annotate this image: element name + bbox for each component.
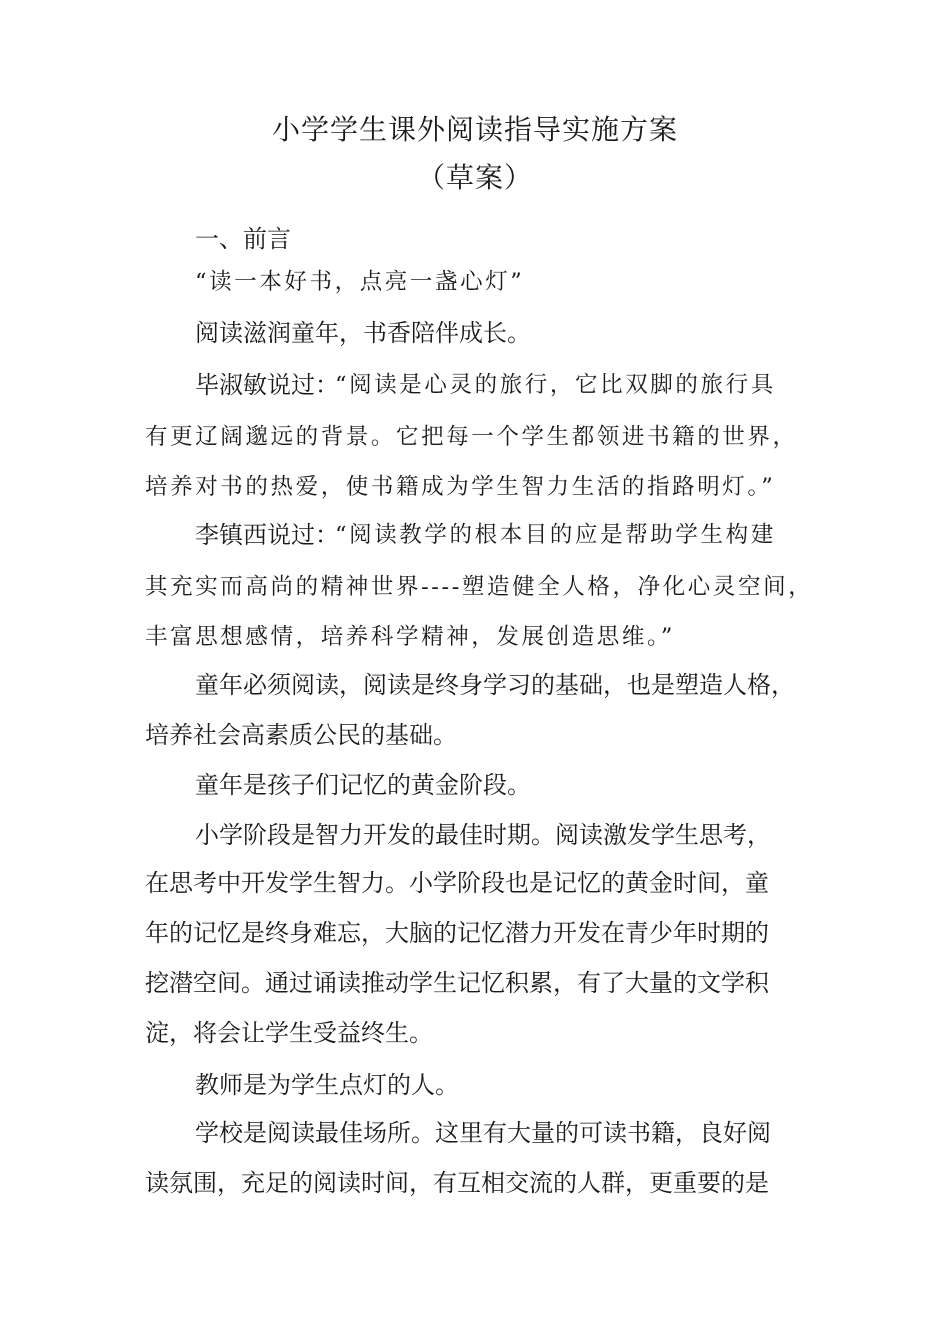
quote-line: 丰富思想感情，培养科学精神，发展创造思维。” xyxy=(145,624,675,650)
quote-line: 有更辽阔邈远的背景。它把每一个学生都领进书籍的世界， xyxy=(145,424,798,450)
quote-line: 培养对书的热爱，使书籍成为学生智力生活的指路明灯。” xyxy=(145,474,776,500)
document-title: 小学学生课外阅读指导实施方案 xyxy=(271,113,678,146)
paragraph-line: 培养社会高素质公民的基础。 xyxy=(145,721,457,749)
paragraph-line: 读氛围，充足的阅读时间，有互相交流的人群，更重要的是 xyxy=(145,1169,769,1197)
paragraph-line: 在思考中开发学生智力。小学阶段也是记忆的黄金时间，童 xyxy=(145,869,769,897)
quote-line: “阅读教学的根本目的应是帮助学生构建 xyxy=(335,522,776,548)
document-subtitle: （草案） xyxy=(416,161,533,194)
speaker-label: 李镇西说过： xyxy=(195,521,339,549)
paragraph-line: 阅读滋润童年，书香陪伴成长。 xyxy=(195,319,531,347)
paragraph-line: 教师是为学生点灯的人。 xyxy=(195,1071,459,1099)
paragraph-line: 挖潜空间。通过诵读推动学生记忆积累，有了大量的文学积 xyxy=(145,969,769,997)
paragraph-line: 小学阶段是智力开发的最佳时期。阅读激发学生思考， xyxy=(195,821,771,849)
section-heading: 一、前言 xyxy=(195,225,291,253)
paragraph-line: 童年是孩子们记忆的黄金阶段。 xyxy=(195,771,531,799)
speaker-label: 毕淑敏说过： xyxy=(195,371,339,399)
quote-line: 其充实而高尚的精神世界----塑造健全人格，净化心灵空间， xyxy=(145,574,814,600)
quote-line: “阅读是心灵的旅行，它比双脚的旅行具 xyxy=(335,372,776,398)
paragraph-line: 年的记忆是终身难忘，大脑的记忆潜力开发在青少年时期的 xyxy=(145,919,769,947)
quote-line: “读一本好书，点亮一盏心灯” xyxy=(195,269,525,295)
paragraph-line: 学校是阅读最佳场所。这里有大量的可读书籍，良好阅 xyxy=(195,1119,771,1147)
paragraph-line: 淀，将会让学生受益终生。 xyxy=(145,1019,433,1047)
paragraph-line: 童年必须阅读，阅读是终身学习的基础，也是塑造人格， xyxy=(195,671,795,699)
